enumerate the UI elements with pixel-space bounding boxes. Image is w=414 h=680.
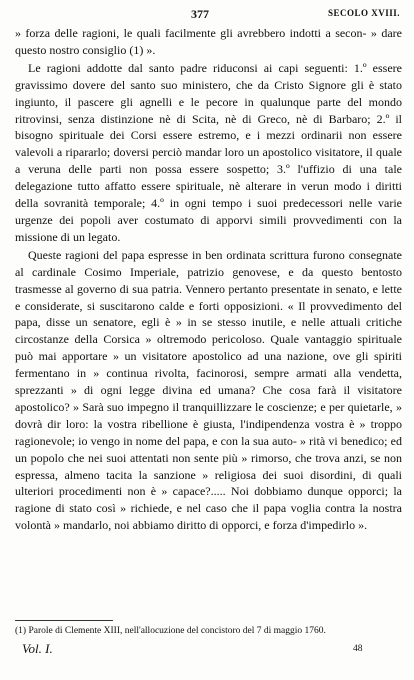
signature-line: [22, 640, 402, 658]
paragraph-senate: Queste ragioni del papa espresse in ben ordinata scrittura furono consegnate al cardinale Cosimo Imperiale, patrizio genovese, e da questo bentosto trasmesse al governo di sua patria. Vennero pertanto presentate in senato, e lette e considerate, si suscitarono calde e forti opposizioni. « Il provvedimento del papa, disse un senatore, egli è » in se stesso inutile, e nelle attuali critiche circostanze della Corsica » oltremodo pericoloso. Quale vantaggio spirituale può mai apportare » un visitatore apostolico ad una nazione, ove gli spiriti fermentano in » continua rivolta, facinorosi, sempre armati alla vendetta, sprezzanti » di ogni legge divina ed umana? Che cosa farà il visitatore apostolico? » Sarà suo impegno il tranquillizzare le coscienze; e per quietarle, » dovrà dir loro: la vostra ribellione è giusta, l'indipendenza vostra è » troppo ragionevole; io vengo in nome del papa, e con la sua auto- » rità vi benedico; ed un popolo che nei suoi attentati non sente più » rimorso, che trova anzi, se non espressa, almeno tacita la sanzione » religiosa dei suoi disordini, di quali ulteriori procedimenti non è » capace?..... Noi dobbiamo dunque opporci; la ragione di stato così » richiede, e nel caso che il papa voglia contra la nostra volontà » mandarlo, noi abbiamo diritto di opporci, e forza d'impedirlo ».: [15, 247, 402, 533]
footnote: (1) Parole di Clemente XIII, nell'allocuzione del concistoro del 7 di maggio 1760.: [15, 626, 326, 636]
footnote-rule: [15, 620, 113, 621]
volume-mark: Vol. I.: [22, 641, 53, 656]
section-title: SECOLO XVIII.: [327, 8, 400, 18]
paragraph-continuation: » forza delle ragioni, le quali facilmente gli avrebbero indotti a secon- » dare questo nostro consiglio (1) ».: [15, 26, 402, 57]
body-text: [15, 25, 402, 534]
leaf-number: 48: [353, 644, 363, 654]
paragraph-reasons: Le ragioni addotte dal santo padre riduconsi ai capi seguenti: 1.º essere gravissimo dovere del santo suo ministero, che da Cristo Signore gli è stato ingiunto, il pascere gli agnelli e le pecore in qualunque parte del mondo ritrovinsi, senza distinzione nè di Scita, nè di Greco, nè di Barbaro; 2.º il bisogno spirituale dei Corsi essere estremo, e i mezzi ordinarii non essere valevoli a ripararlo; doversi perciò mandar loro un apostolico visitatore, il quale a veruna delle parti non possa essere sospetto; 3.º l'uffizio di una tale delegazione tutto affatto essere spirituale, nè alterare in verun modo i diritti della sovranità temporale; 4.º in ogni tempo i suoi predecessori nelle varie urgenze dei popoli aver costumato di apporvi simili provvedimenti con la missione di un legato.: [15, 60, 402, 244]
page-number: 377: [191, 7, 209, 21]
running-header: [0, 7, 414, 23]
